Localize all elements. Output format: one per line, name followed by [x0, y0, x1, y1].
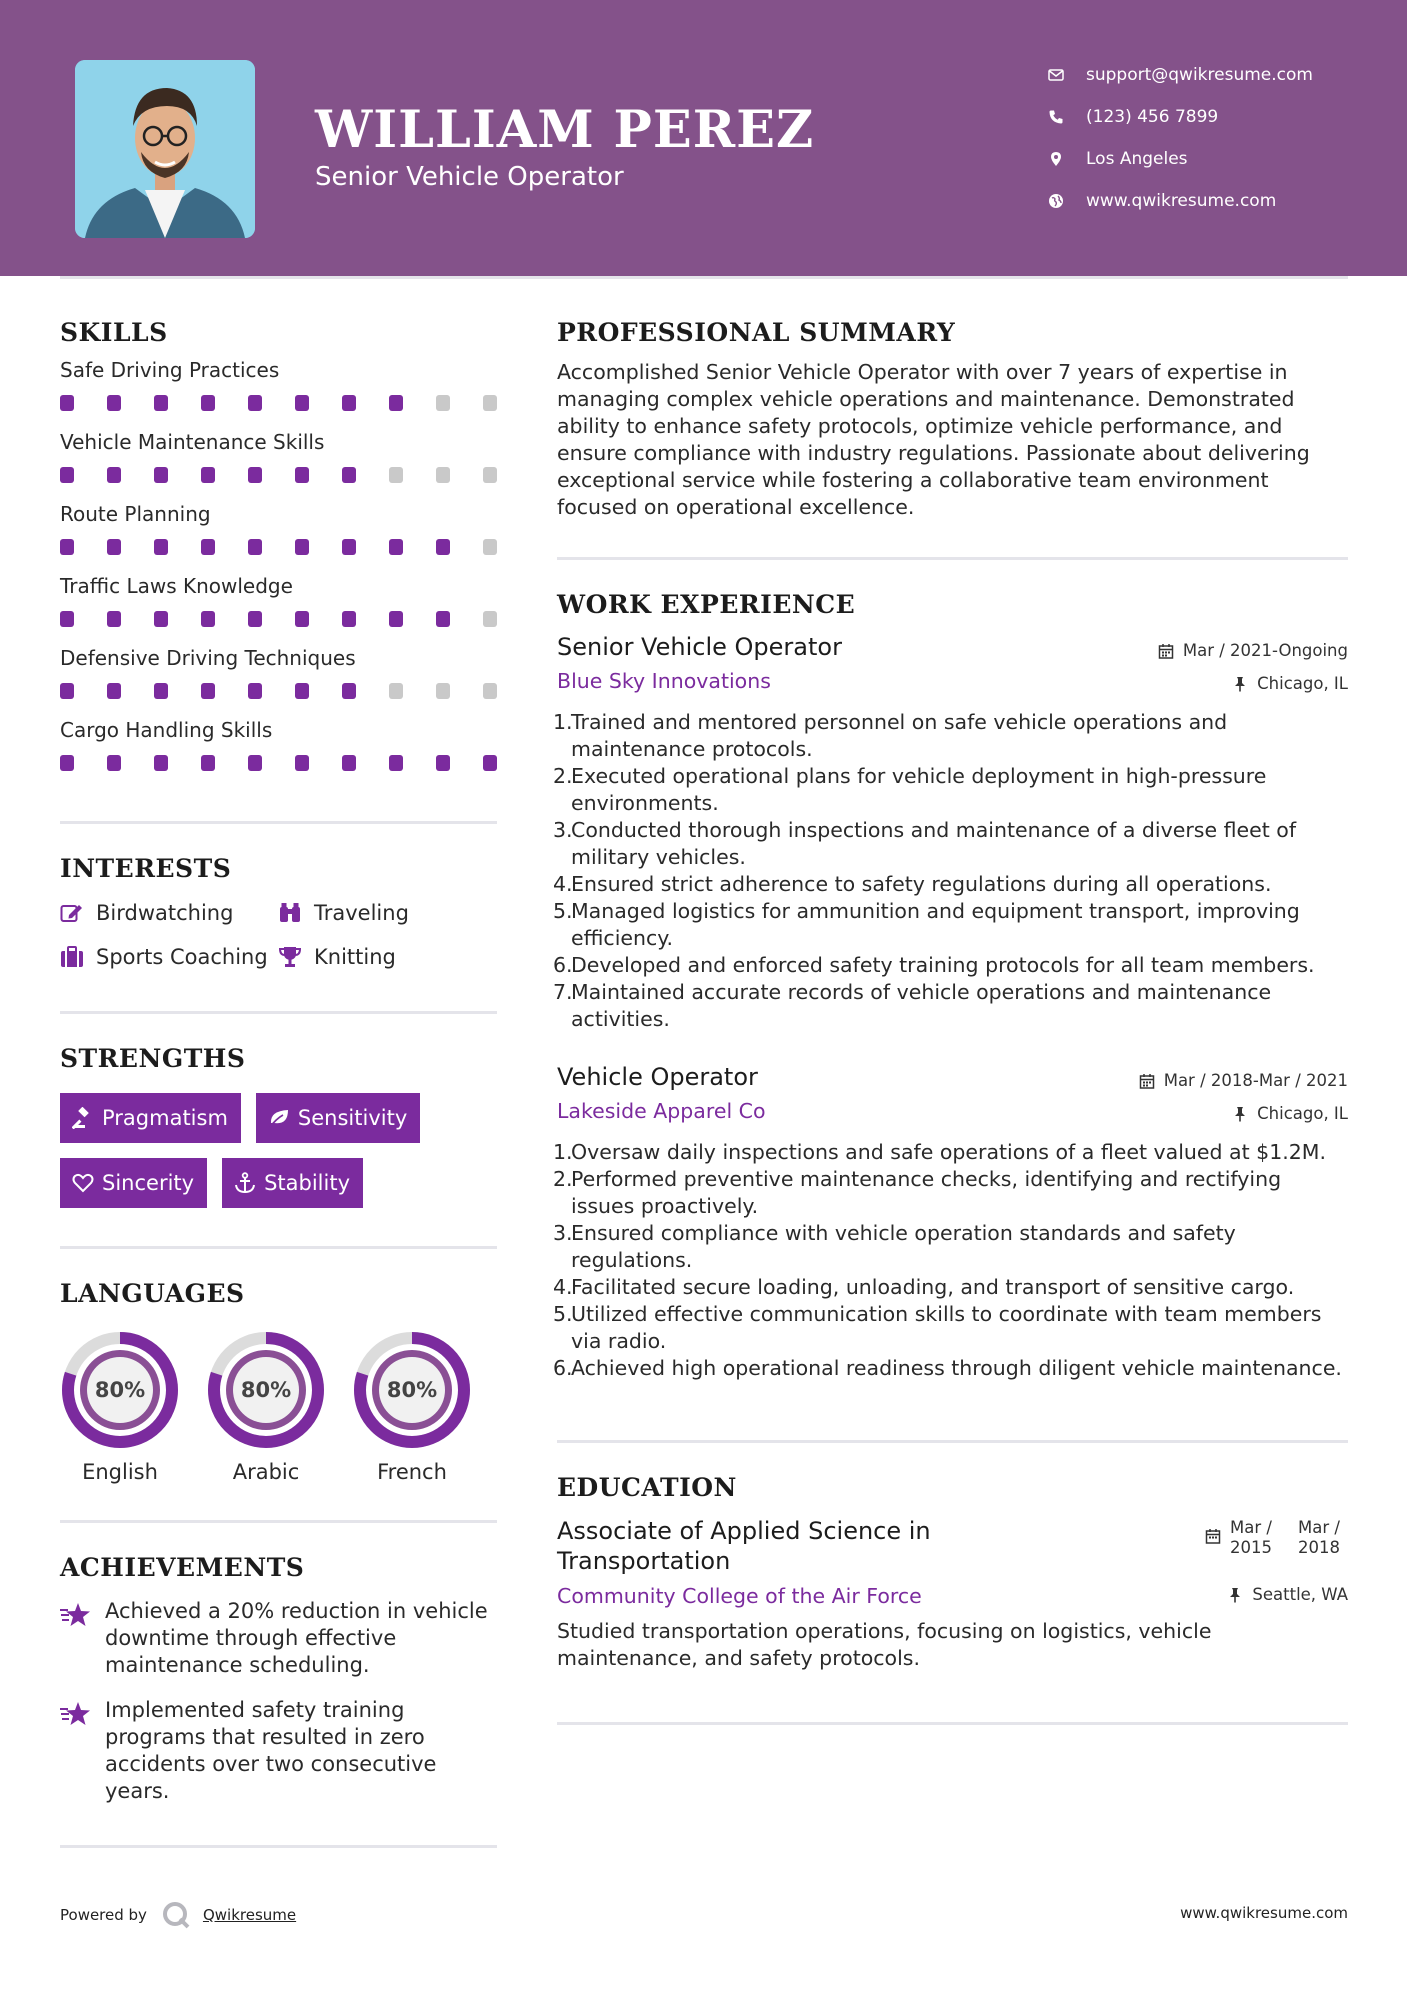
skill-name: Safe Driving Practices [60, 358, 280, 382]
skill-dot-filled [295, 611, 309, 627]
phone-icon [1048, 109, 1078, 125]
language-item [352, 1330, 472, 1484]
skill-level-dots [60, 391, 497, 415]
skill-dot-filled [201, 683, 215, 699]
skill-dot-filled [342, 683, 356, 699]
candidate-title: Senior Vehicle Operator [315, 162, 624, 192]
job-bullet: 5. Utilized effective communication skills to coordinate with team members via radio. [553, 1302, 1322, 1353]
skill-dot-filled [295, 755, 309, 771]
summary-divider [557, 557, 1348, 560]
skill-dot-filled [436, 539, 450, 555]
languages-heading: LANGUAGES [60, 1279, 245, 1308]
skill-dot-filled [342, 611, 356, 627]
skill-item [60, 499, 497, 559]
skills-list [60, 355, 497, 775]
skill-dot-filled [201, 395, 215, 411]
achievements-divider [60, 1845, 497, 1848]
education-heading: EDUCATION [557, 1473, 737, 1502]
skill-name: Defensive Driving Techniques [60, 646, 356, 670]
skill-dot-empty [436, 683, 450, 699]
skill-dot-filled [389, 539, 403, 555]
skill-item [60, 715, 497, 775]
pushpin-icon [1232, 676, 1248, 692]
languages-divider [60, 1520, 497, 1523]
briefcase-icon [60, 946, 96, 968]
job-bullet: 6. Developed and enforced safety training protocols for all team members. [553, 953, 1315, 977]
skill-item [60, 643, 497, 703]
footer-powered-by [60, 1900, 296, 1930]
skill-dot-filled [154, 755, 168, 771]
gavel-icon [72, 1107, 102, 1129]
skill-dot-empty [483, 539, 497, 555]
skill-dot-empty [483, 395, 497, 411]
skill-dot-filled [107, 755, 121, 771]
job-bullets [553, 709, 1348, 1033]
skill-dot-filled [60, 395, 74, 411]
degree-line-2: Transportation [557, 1547, 731, 1575]
job-dates [1158, 641, 1348, 660]
skill-dot-filled [389, 755, 403, 771]
skill-dot-filled [389, 395, 403, 411]
skill-dot-empty [483, 611, 497, 627]
interest-label: Sports Coaching [96, 945, 268, 969]
skill-level-dots [60, 679, 497, 703]
skill-dot-filled [342, 539, 356, 555]
degree-line-1: Associate of Applied Science in [557, 1517, 931, 1545]
job-title: Vehicle Operator [557, 1063, 758, 1091]
strength-tag [256, 1093, 420, 1143]
skill-dot-filled [248, 611, 262, 627]
skill-level-dots [60, 607, 497, 631]
skill-dot-filled [154, 395, 168, 411]
right-column [553, 318, 1348, 1725]
achievements-heading: ACHIEVEMENTS [60, 1553, 305, 1582]
skill-dot-filled [295, 683, 309, 699]
skill-dot-empty [389, 467, 403, 483]
experience-divider [557, 1440, 1348, 1443]
strength-label: Stability [264, 1171, 351, 1195]
job-bullet: 4. Ensured strict adherence to safety regulations during all operations. [553, 872, 1272, 896]
contact-website [1048, 180, 1313, 222]
skill-name: Vehicle Maintenance Skills [60, 430, 325, 454]
skill-dot-filled [248, 539, 262, 555]
job-dates-text: Mar / 2021-Ongoing [1182, 641, 1348, 660]
job-entry [553, 633, 1348, 1033]
strength-tag [60, 1093, 241, 1143]
achievement-item [60, 1598, 497, 1679]
language-item [60, 1330, 180, 1484]
left-column [60, 318, 497, 1848]
calendar-icon [1139, 1073, 1155, 1089]
job-title: Senior Vehicle Operator [557, 633, 842, 661]
education-location-text: Seattle, WA [1252, 1585, 1348, 1604]
strengths-divider [60, 1246, 497, 1249]
calendar-icon [1158, 643, 1174, 659]
job-bullet: 6. Achieved high operational readiness through diligent vehicle maintenance. [553, 1356, 1342, 1380]
language-name: French [377, 1460, 447, 1484]
skill-dot-empty [483, 467, 497, 483]
skill-dot-filled [154, 539, 168, 555]
calendar-icon [1205, 1528, 1221, 1544]
strength-label: Pragmatism [102, 1106, 228, 1130]
skill-dot-filled [389, 611, 403, 627]
education-start-year: 2015 [1230, 1538, 1272, 1557]
contact-list [1048, 54, 1313, 222]
strengths-heading: STRENGTHS [60, 1044, 246, 1073]
job-dates-text: Mar / 2018-Mar / 2021 [1163, 1071, 1348, 1090]
skill-dot-filled [248, 683, 262, 699]
skill-dot-filled [248, 395, 262, 411]
location-pin-icon [1048, 151, 1078, 167]
education-divider [557, 1722, 1348, 1725]
skill-dot-filled [295, 395, 309, 411]
skill-dot-filled [436, 755, 450, 771]
footer-url[interactable]: www.qwikresume.com [1180, 1904, 1348, 1922]
skill-name: Route Planning [60, 502, 211, 526]
experience-heading: WORK EXPERIENCE [557, 590, 856, 619]
skill-dot-filled [201, 539, 215, 555]
skills-divider [60, 821, 497, 824]
skill-level-dots [60, 535, 497, 559]
skill-dot-filled [107, 467, 121, 483]
skill-dot-filled [483, 755, 497, 771]
skill-name: Traffic Laws Knowledge [60, 574, 293, 598]
interests-list [60, 901, 497, 969]
contact-location [1048, 138, 1313, 180]
skill-item [60, 427, 497, 487]
header-banner [0, 0, 1407, 276]
education-start [1230, 1518, 1278, 1558]
job-bullet: 3. Conducted thorough inspections and maintenance of a diverse fleet of military vehicles. [553, 818, 1297, 869]
job-location [1232, 674, 1348, 693]
anchor-icon [234, 1172, 264, 1194]
skill-item [60, 571, 497, 631]
leaf-icon [268, 1107, 298, 1129]
education-location [1227, 1585, 1348, 1604]
skill-level-dots [60, 463, 497, 487]
language-name: English [82, 1460, 158, 1484]
achievement-text: Achieved a 20% reduction in vehicle downtime through effective maintenance scheduling. [105, 1599, 488, 1677]
skill-dot-filled [201, 467, 215, 483]
globe-icon [1048, 193, 1078, 209]
skill-dot-filled [107, 683, 121, 699]
language-percent: 80% [240, 1378, 292, 1402]
job-bullet: 1. Oversaw daily inspections and safe operations of a fleet valued at $1.2M. [553, 1140, 1327, 1164]
interest-item [60, 945, 278, 969]
skill-dot-filled [60, 755, 74, 771]
strength-tag [60, 1158, 207, 1208]
contact-website-text[interactable]: www.qwikresume.com [1086, 191, 1277, 211]
skill-dot-empty [389, 683, 403, 699]
envelope-icon [1048, 67, 1078, 83]
education-end-year: 2018 [1298, 1538, 1340, 1557]
skill-dot-filled [342, 395, 356, 411]
job-bullet: 2. Performed preventive maintenance checks, identifying and rectifying issues proactively. [553, 1167, 1282, 1218]
heart-icon [72, 1172, 102, 1194]
job-bullets [553, 1139, 1348, 1382]
job-dates [1139, 1071, 1348, 1090]
job-entry [553, 1063, 1348, 1382]
interest-item [60, 901, 278, 925]
languages-list [60, 1330, 497, 1484]
job-bullet: 4. Facilitated secure loading, unloading, and transport of sensitive cargo. [553, 1275, 1295, 1299]
star-icon [60, 1697, 105, 1805]
summary-text: Accomplished Senior Vehicle Operator with over 7 years of expertise in managing complex vehicle operations and maintenance. Demonstrated ability to enhance safety protocols, optimize vehicle performance, and ensure compliance with industry regulations. Passionate about delivering exceptional service while fostering a collaborative team environment focused on operational excellence. [557, 360, 1310, 519]
profile-photo [75, 60, 255, 238]
education-end [1298, 1518, 1348, 1558]
language-progress-ring [60, 1330, 180, 1450]
header-divider [60, 276, 1348, 279]
interest-item [278, 945, 497, 969]
skill-dot-empty [436, 395, 450, 411]
skill-dot-filled [201, 755, 215, 771]
language-progress-ring [206, 1330, 326, 1450]
skill-dot-filled [342, 755, 356, 771]
language-progress-ring [352, 1330, 472, 1450]
education-dates [1205, 1518, 1348, 1558]
skill-dot-filled [154, 683, 168, 699]
language-percent: 80% [386, 1378, 438, 1402]
trophy-icon [278, 946, 314, 968]
interest-label: Knitting [314, 945, 396, 969]
achievement-item [60, 1697, 497, 1805]
candidate-name: WILLIAM PEREZ [315, 100, 815, 160]
job-location-text: Chicago, IL [1257, 1104, 1348, 1123]
skill-dot-filled [107, 395, 121, 411]
skill-dot-filled [107, 539, 121, 555]
skill-dot-filled [60, 467, 74, 483]
contact-location-text: Los Angeles [1086, 149, 1188, 169]
education-end-month: Mar / [1298, 1518, 1340, 1537]
achievements-list [60, 1598, 497, 1805]
job-location-text: Chicago, IL [1257, 674, 1348, 693]
achievement-text: Implemented safety training programs that resulted in zero accidents over two consecutive years. [105, 1698, 437, 1803]
job-bullet: 2. Executed operational plans for vehicle deployment in high-pressure environments. [553, 764, 1267, 815]
interests-divider [60, 1011, 497, 1014]
brand-link[interactable]: Qwikresume [202, 1906, 297, 1924]
job-company: Lakeside Apparel Co [557, 1099, 766, 1123]
skill-dot-empty [483, 683, 497, 699]
star-icon [60, 1598, 105, 1679]
strength-label: Sincerity [102, 1171, 195, 1195]
job-company: Blue Sky Innovations [557, 669, 771, 693]
interest-label: Birdwatching [96, 901, 234, 925]
skills-heading: SKILLS [60, 318, 168, 347]
skill-dot-filled [60, 611, 74, 627]
interest-label: Traveling [314, 901, 409, 925]
interest-item [278, 901, 497, 925]
interests-heading: INTERESTS [60, 854, 232, 883]
skill-dot-filled [295, 467, 309, 483]
job-bullet: 1. Trained and mentored personnel on safe vehicle operations and maintenance protocols. [553, 710, 1228, 761]
pushpin-icon [1232, 1106, 1248, 1122]
language-item [206, 1330, 326, 1484]
strengths-list [60, 1093, 497, 1208]
skill-dot-filled [248, 755, 262, 771]
education-school: Community College of the Air Force [557, 1584, 922, 1608]
skill-level-dots [60, 751, 497, 775]
skill-dot-filled [154, 611, 168, 627]
contact-email-text[interactable]: support@qwikresume.com [1086, 65, 1313, 85]
job-location [1232, 1104, 1348, 1123]
skill-name: Cargo Handling Skills [60, 718, 273, 742]
powered-by-label: Powered by [60, 1906, 147, 1924]
education-description: Studied transportation operations, focusing on logistics, vehicle maintenance, and safety protocols. [557, 1619, 1212, 1670]
strength-tag [222, 1158, 363, 1208]
job-bullet: 5. Managed logistics for ammunition and equipment transport, improving efficiency. [553, 899, 1300, 950]
skill-dot-filled [342, 467, 356, 483]
skill-dot-filled [436, 611, 450, 627]
pushpin-icon [1227, 1587, 1243, 1603]
strength-label: Sensitivity [297, 1106, 408, 1130]
skill-dot-filled [154, 467, 168, 483]
skill-item [60, 355, 497, 415]
skill-dot-filled [201, 611, 215, 627]
language-percent: 80% [94, 1378, 146, 1402]
skill-dot-filled [60, 683, 74, 699]
job-bullet: 7. Maintained accurate records of vehicle operations and maintenance activities. [553, 980, 1272, 1031]
skill-dot-filled [107, 611, 121, 627]
contact-phone-text: (123) 456 7899 [1086, 107, 1219, 127]
education-entry [557, 1516, 1348, 1672]
skill-dot-filled [248, 467, 262, 483]
binoculars-icon [278, 902, 314, 924]
contact-phone [1048, 96, 1313, 138]
job-bullet: 3. Ensured compliance with vehicle operation standards and safety regulations. [553, 1221, 1236, 1272]
skill-dot-empty [436, 467, 450, 483]
pencil-icon [60, 902, 96, 924]
skill-dot-filled [60, 539, 74, 555]
contact-email [1048, 54, 1313, 96]
skill-dot-filled [295, 539, 309, 555]
qwikresume-logo-icon [161, 1900, 191, 1930]
language-name: Arabic [232, 1460, 300, 1484]
summary-heading: PROFESSIONAL SUMMARY [557, 318, 956, 347]
education-start-month: Mar / [1230, 1518, 1272, 1537]
